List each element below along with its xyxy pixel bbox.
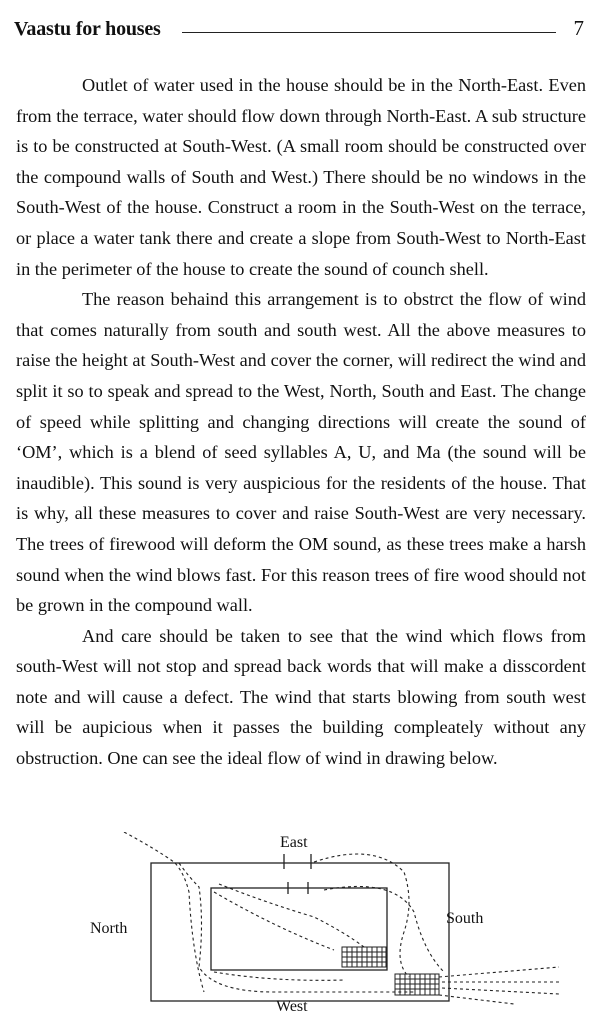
body-text (16, 70, 586, 774)
label-north: North (90, 920, 128, 937)
wind-flow-line (219, 884, 364, 947)
header-rule (182, 32, 556, 33)
label-south: South (446, 910, 484, 927)
wind-flow-line (442, 988, 559, 994)
wind-flow-line (124, 832, 204, 992)
wind-flow-line (439, 967, 559, 977)
page-header (14, 14, 586, 44)
wind-flow-line (439, 995, 514, 1004)
paragraph-2: The reason behaind this arrangement is to obstrct the flow of wind that comes naturally from south and south west. All the above measures to raise the height at South-West and cover the corner, will redirect the wind and split it so to speak and spread to the West, North, South and East. The change of speed while splitting and changing directions will create the sound of ‘OM’, which is a blend of seed syllables A, U, and Ma (the sound will be inaudible). This sound is very auspicious for the residents of the house. That is why, all these measures to cover and raise South-West are very necessary. The trees of firewood will deform the OM sound, as these trees make a harsh sound when the wind blows fast. For this reason trees of fire wood should not be grown in the compound wall. (16, 289, 586, 616)
wind-flow-line (214, 892, 334, 950)
label-east: East (280, 834, 308, 851)
house-outline (211, 888, 387, 970)
wind-flow-diagram (14, 832, 586, 1018)
paragraph-1: Outlet of water used in the house should be in the North-East. Even from the terrace, water should flow down through North-East. A sub structure is to be constructed at South-West. (A small room should be constructed over the compound walls of South and West.) There should be no windows in the South-West of the house. Construct a room in the South-West on the terrace, or place a water tank there and create a slope from South-West to North-East in the perimeter of the house to create the sound of counch shell. (16, 75, 586, 279)
wind-flow-line (179, 863, 414, 992)
wind-flow-line (214, 972, 344, 980)
running-title: Vaastu for houses (14, 18, 161, 40)
paragraph-3: And care should be taken to see that the wind which flows from south-West will not stop and spread back words that will make a disscordent note and will cause a defect. The wind that starts blowing from south west will be aupicious when it passes the building compleately without any obstruction. One can see the ideal flow of wind in drawing below. (16, 625, 586, 769)
label-west: West (276, 998, 308, 1015)
page-number: 7 (573, 16, 584, 40)
